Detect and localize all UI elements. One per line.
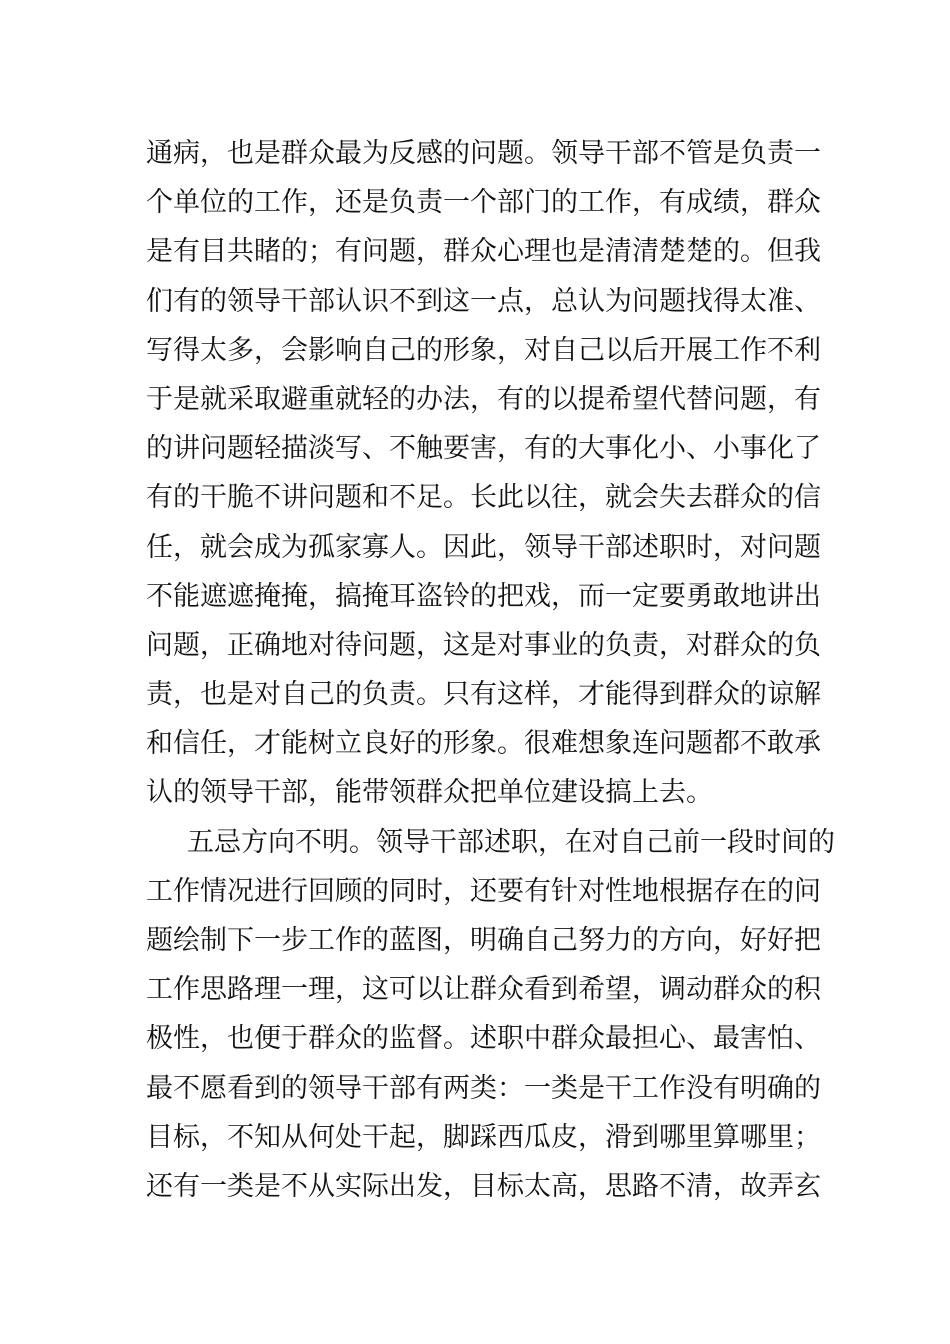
text-line: 是有目共睹的；有问题，群众心理也是清清楚楚的。但我 bbox=[146, 236, 821, 268]
text-line: 写得太多，会影响自己的形象，对自己以后开展工作不利 bbox=[146, 334, 821, 366]
paragraph bbox=[146, 818, 835, 1212]
text-line: 责，也是对自己的负责。只有这样，才能得到群众的谅解 bbox=[146, 679, 821, 711]
text-line: 极性，也便于群众的监督。述职中群众最担心、最害怕、 bbox=[146, 1023, 821, 1055]
text-line: 题绘制下一步工作的蓝图，明确自己努力的方向，好好把 bbox=[146, 925, 821, 956]
text-line: 和信任，才能树立良好的形象。很难想象连问题都不敢承 bbox=[146, 728, 821, 760]
text-line: 五忌方向不明。领导干部述职，在对自己前一段时间的 bbox=[187, 826, 835, 858]
text-line: 个单位的工作，还是负责一个部门的工作，有成绩，群众 bbox=[146, 187, 821, 219]
body-text bbox=[146, 129, 835, 1211]
text-line: 目标，不知从何处干起，脚踩西瓜皮，滑到哪里算哪里； bbox=[146, 1121, 821, 1153]
text-line: 工作情况进行回顾的同时，还要有针对性地根据存在的问 bbox=[146, 875, 821, 907]
text-line: 任，就会成为孤家寡人。因此，领导干部述职时，对问题 bbox=[146, 531, 821, 563]
text-line: 最不愿看到的领导干部有两类：一类是干工作没有明确的 bbox=[146, 1072, 821, 1104]
text-line: 工作思路理一理，这可以让群众看到希望，调动群众的积 bbox=[146, 974, 821, 1006]
text-line: 通病，也是群众最为反感的问题。领导干部不管是负责一 bbox=[146, 138, 821, 169]
text-line: 还有一类是不从实际出发，目标太高，思路不清，故弄玄 bbox=[146, 1170, 821, 1202]
text-line: 问题，正确地对待问题，这是对事业的负责，对群众的负 bbox=[146, 629, 821, 661]
text-line: 于是就采取避重就轻的办法，有的以提希望代替问题，有 bbox=[146, 383, 821, 415]
text-line: 有的干脆不讲问题和不足。长此以往，就会失去群众的信 bbox=[146, 482, 821, 514]
paragraph bbox=[146, 129, 821, 818]
text-line: 不能遮遮掩掩，搞掩耳盗铃的把戏，而一定要勇敢地讲出 bbox=[146, 580, 821, 612]
text-line: 的讲问题轻描淡写、不触要害，有的大事化小、小事化了 bbox=[146, 433, 821, 465]
text-line: 认的领导干部，能带领群众把单位建设搞上去。 bbox=[146, 777, 713, 809]
text-line: 们有的领导干部认识不到这一点，总认为问题找得太准、 bbox=[146, 285, 821, 317]
